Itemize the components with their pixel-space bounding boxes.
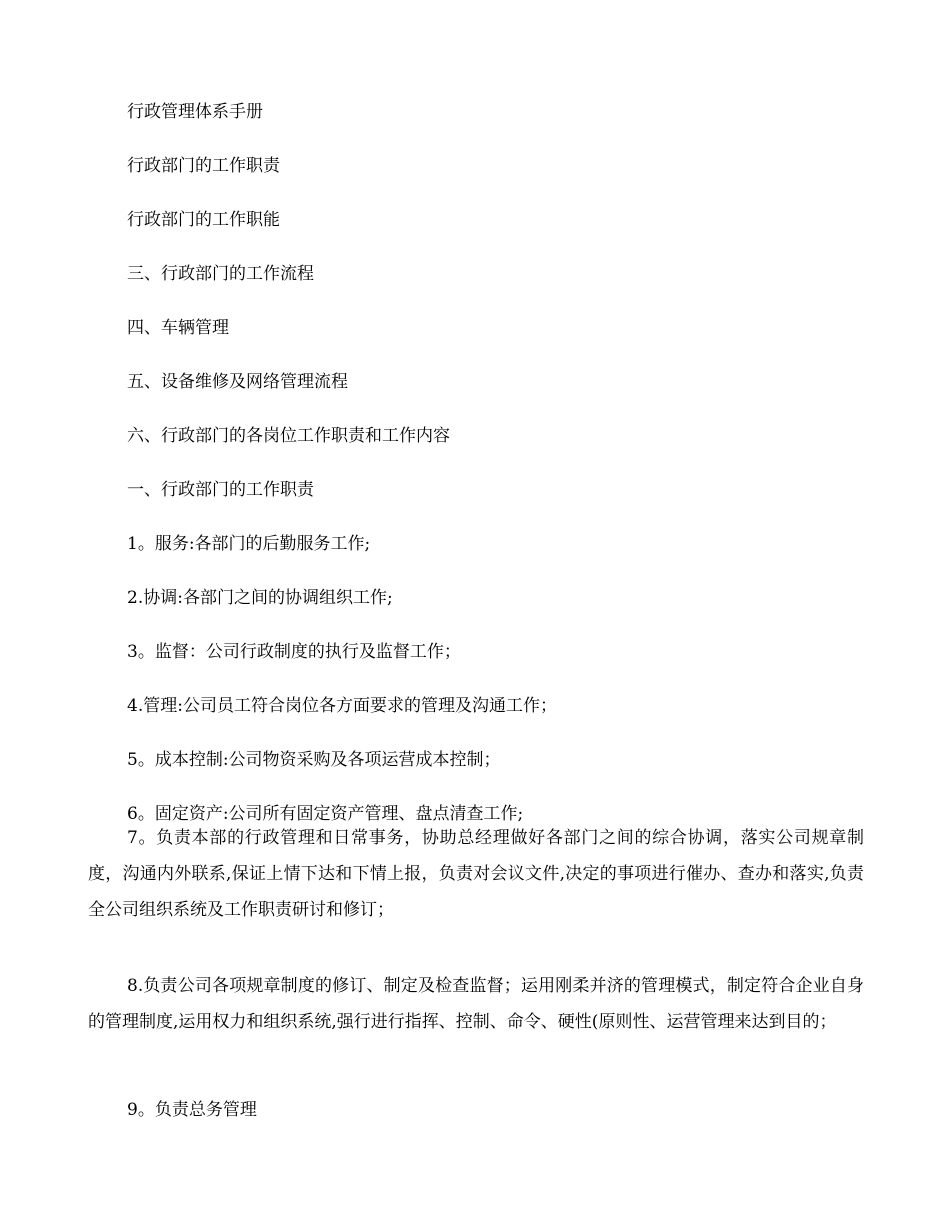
manual-title: 行政管理体系手册 [127, 102, 263, 122]
list-item: 3。监督：公司行政制度的执行及监督工作； [127, 642, 461, 662]
document-lines [0, 98, 950, 854]
list-paragraph: 7。负责本部的行政管理和日常事务，协助总经理做好各部门之间的综合协调，落实公司规章制度，沟通内外联系,保证上情下达和下情上报，负责对会议文件,决定的事项进行催办、查办和落实,负责全公司组织系统及工作职责研讨和修订； [88, 828, 864, 920]
toc-item: 行政部门的工作职能 [127, 210, 280, 230]
toc-item: 五、设备维修及网络管理流程 [127, 372, 348, 392]
toc-item: 三、行政部门的工作流程 [127, 264, 314, 284]
toc-item: 六、行政部门的各岗位工作职责和工作内容 [127, 426, 450, 446]
list-paragraph: 9。负责总务管理 [127, 1100, 257, 1120]
section-heading: 一、行政部门的工作职责 [127, 480, 314, 500]
list-item: 6。固定资产:公司所有固定资产管理、盘点清查工作; [127, 804, 524, 824]
toc-item: 四、车辆管理 [127, 318, 229, 338]
list-item: 4.管理:公司员工符合岗位各方面要求的管理及沟通工作； [127, 696, 557, 716]
list-item: 2.协调:各部门之间的协调组织工作; [127, 588, 393, 608]
list-paragraph: 8.负责公司各项规章制度的修订、制定及检查监督；运用刚柔并济的管理模式，制定符合企业自身的管理制度,运用权力和组织系统,强行进行指挥、控制、命令、硬性(原则性、运营管理来达到目的； [88, 976, 864, 1032]
list-item: 1。服务:各部门的后勤服务工作; [127, 534, 371, 554]
list-item: 5。成本控制:公司物资采购及各项运营成本控制； [127, 750, 501, 770]
toc-item: 行政部门的工作职责 [127, 156, 280, 176]
